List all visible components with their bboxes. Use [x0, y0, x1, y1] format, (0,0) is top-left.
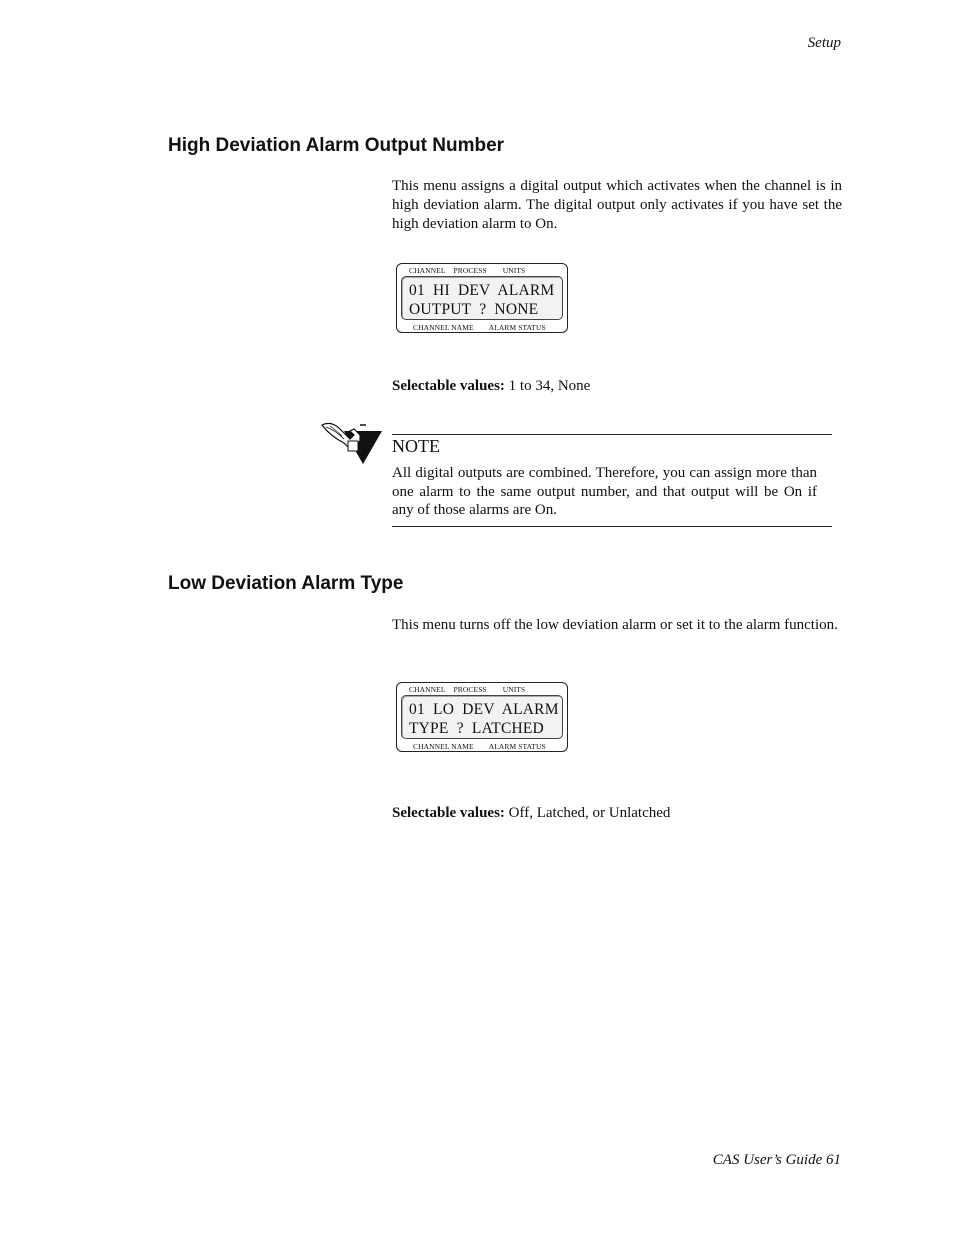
lcd-screen: [401, 276, 563, 320]
lcd-label-alarm-status: ALARM STATUS: [488, 323, 546, 332]
selectable-values-label: Selectable values:: [392, 378, 505, 394]
note-bottom-rule: [392, 526, 832, 527]
note-title: NOTE: [392, 436, 440, 456]
lcd-label-channel: CHANNEL: [409, 685, 446, 694]
lcd-label-channel-name: CHANNEL NAME: [413, 742, 474, 751]
selectable-values-label: Selectable values:: [392, 805, 505, 821]
hand-pointing-note-icon: [320, 421, 384, 472]
selectable-values-high-deviation-output: [392, 378, 590, 395]
lcd-top-labels: [409, 266, 525, 275]
running-head: Setup: [807, 35, 841, 51]
lcd-display-low-deviation-type: [396, 682, 568, 752]
note-top-rule: [392, 434, 832, 435]
lcd-top-labels: [409, 685, 525, 694]
lcd-label-channel-name: CHANNEL NAME: [413, 323, 474, 332]
selectable-values-text: 1 to 34, None: [504, 378, 591, 394]
lcd-label-channel: CHANNEL: [409, 266, 446, 275]
lcd-bottom-labels: [413, 323, 546, 332]
lcd-label-process: PROCESS: [453, 266, 487, 275]
lcd-screen: [401, 695, 563, 739]
section-title-high-deviation-output: High Deviation Alarm Output Number: [168, 135, 505, 156]
lcd-label-units: UNITS: [502, 685, 526, 694]
lcd-line-1: 01 HI DEV ALARM: [409, 282, 555, 299]
lcd-label-alarm-status: ALARM STATUS: [488, 742, 546, 751]
selectable-values-low-deviation-type: [392, 805, 670, 822]
lcd-display-high-deviation-output: [396, 263, 568, 333]
section-body-low-deviation-type: This menu turns off the low deviation alarm or set it to the alarm function.: [392, 617, 838, 633]
lcd-line-2: OUTPUT ? NONE: [409, 301, 539, 318]
lcd-line-1: 01 LO DEV ALARM: [409, 701, 559, 718]
section-body-high-deviation-output: This menu assigns a digital output which activates when the channel is in high deviation alarm. The digital output only activates if you have set the high deviation alarm to On.: [392, 178, 842, 232]
note-body: All digital outputs are combined. Therefore, you can assign more than one alarm to the same output number, and that output will be On if any of those alarms are On.: [392, 465, 817, 518]
page-footer: CAS User’s Guide 61: [712, 1152, 841, 1168]
selectable-values-text: Off, Latched, or Unlatched: [504, 805, 671, 821]
lcd-label-process: PROCESS: [453, 685, 487, 694]
section-title-low-deviation-type: Low Deviation Alarm Type: [168, 573, 404, 594]
lcd-line-2: TYPE ? LATCHED: [409, 720, 544, 737]
lcd-bottom-labels: [413, 742, 546, 751]
lcd-label-units: UNITS: [502, 266, 526, 275]
